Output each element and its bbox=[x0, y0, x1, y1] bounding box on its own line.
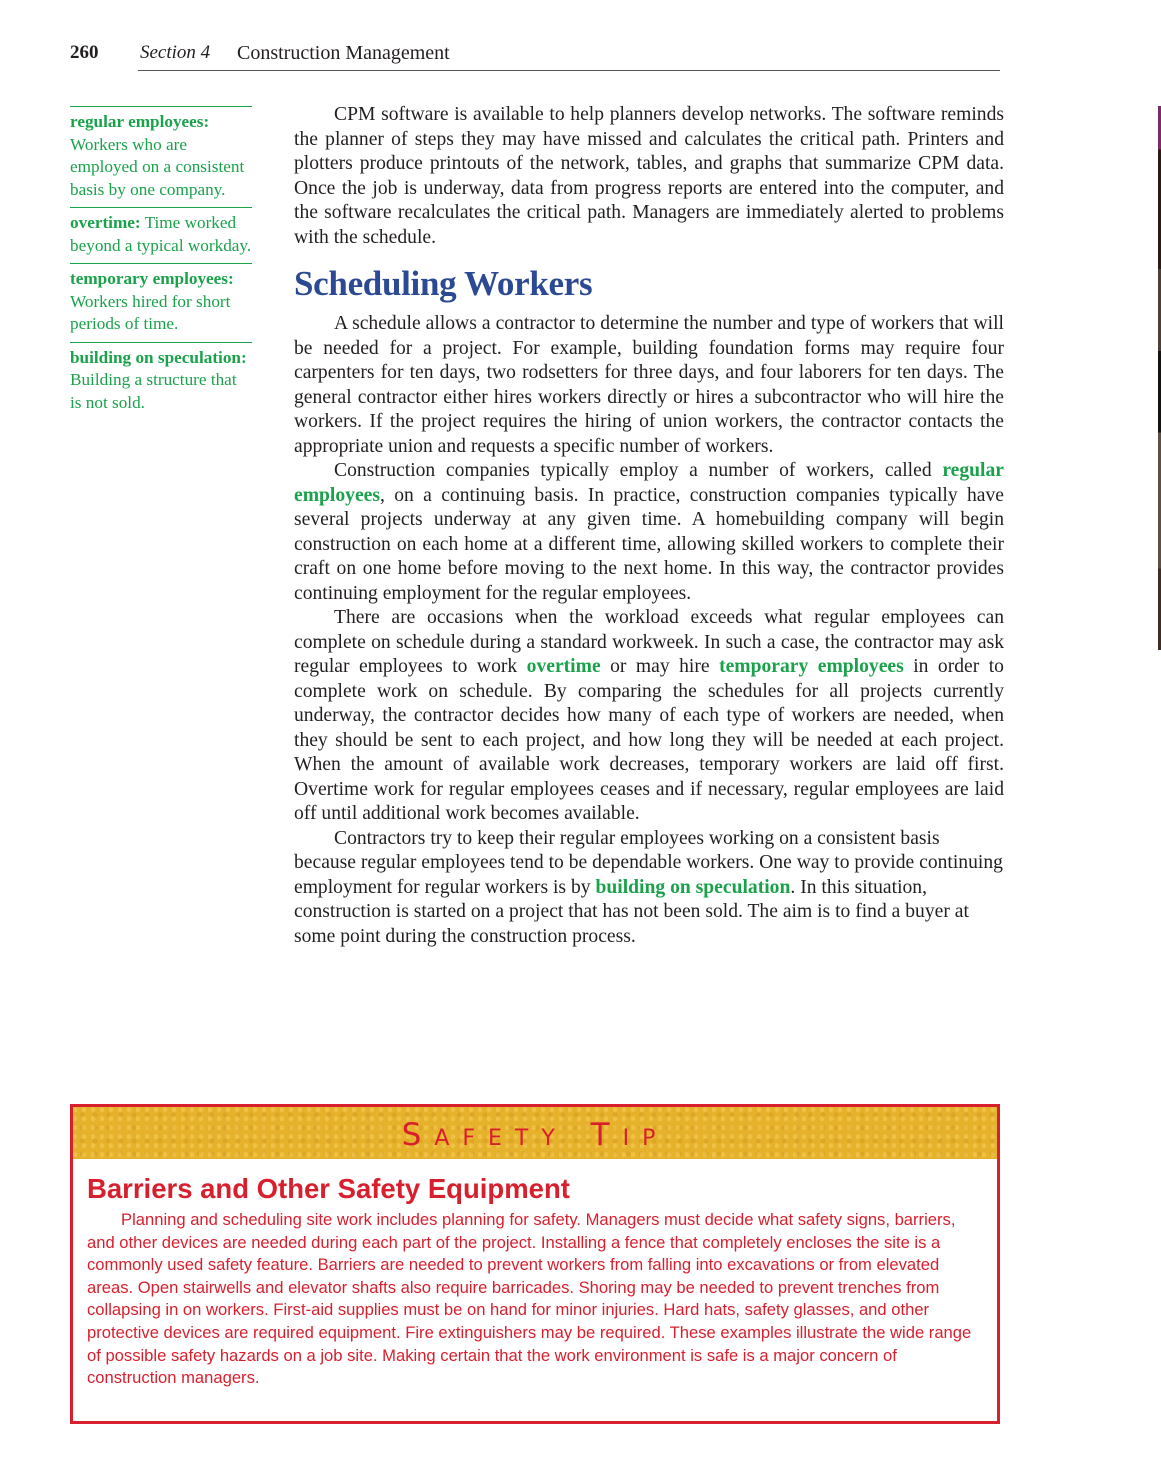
main-text-column bbox=[294, 103, 1004, 949]
safety-tip-box bbox=[70, 1104, 1000, 1424]
text-run: Construction companies typically employ a number of workers, called bbox=[334, 460, 943, 481]
running-head bbox=[70, 40, 1000, 72]
keyword-building-on-speculation: building on speculation bbox=[595, 876, 791, 898]
glossary-entry-overtime bbox=[70, 207, 252, 263]
paragraph-1: A schedule allows a contractor to determine the number and type of workers that will be needed for a project. For example, building foundation forms may require four carpenters for ten days, two rodsetters for three days, and four laborers for ten days. The general contractor either hires workers directly or hires a subcontractor who will hire the workers. If the project requires the hiring of union workers, the contractor contacts the appropriate union and requests a specific number of workers. bbox=[294, 313, 1004, 457]
safety-tip-text: Planning and scheduling site work includes planning for safety. Managers must decide what safety signs, barriers, and other devices are needed during each part of the project. Installing a fence that completely encloses the site is a commonly used safety feature. Barriers are needed to prevent workers from falling into excavations or from elevated areas. Open stairwells and elevator shafts also require barricades. Shoring may be needed to prevent trenches from collapsing in on workers. First-aid supplies must be on hand for minor injuries. Hard hats, safety glasses, and other protective devices are required equipment. Fire extinguishers may be required. These examples illustrate the wide range of possible safety hazards on a job site. Making certain that the work environment is safe is a major concern of construction managers. bbox=[87, 1210, 972, 1388]
glossary-entry-building-on-speculation bbox=[70, 342, 252, 421]
glossary-entry-regular-employees bbox=[70, 106, 252, 207]
glossary-term: temporary employees: bbox=[70, 269, 234, 288]
keyword-temporary-employees: temporary employees bbox=[719, 656, 904, 677]
keyword-overtime: overtime bbox=[526, 656, 601, 677]
section-heading: Scheduling Workers bbox=[294, 264, 593, 303]
text-run: in order to complete work on schedule. By comparing the schedules for all projects currently underway, the contractor decides how many of each type of workers are needed, when they should be sent to each project, and how long they will be needed at each project. When the amount of available work decreases, temporary workers are laid off first. Overtime work for regular employees ceases and if necessary, regular employees are laid off until additional work becomes available. bbox=[294, 656, 1004, 824]
text-run: Contractors try to keep their regular employees working on a consistent basis because regular employees tend to be dependable workers. One way to provide continuing employment for regular workers is by bbox=[294, 827, 1003, 898]
glossary-term: building on speculation: bbox=[70, 347, 247, 367]
text-run: . In this situation, construction is started on a project that has not been sold. The aim is to find a buyer at some point during the construction process. bbox=[294, 876, 969, 947]
text-run: or may hire bbox=[600, 656, 720, 677]
section-label: Section 4 bbox=[140, 42, 211, 63]
glossary-margin bbox=[70, 106, 252, 420]
page-number: 260 bbox=[70, 42, 99, 63]
text-run: There are occasions when the workload exceeds what regular employees can complete on schedule during a standard workweek. In such a case, the contractor may ask regular employees to work bbox=[294, 607, 1004, 677]
paragraph-2 bbox=[294, 459, 1004, 606]
glossary-term: overtime: bbox=[70, 213, 141, 232]
glossary-definition: Building a structure that is not sold. bbox=[70, 370, 237, 412]
glossary-definition: Workers hired for short periods of time. bbox=[70, 291, 231, 333]
keyword-regular-employees: regular employees bbox=[294, 460, 1004, 506]
section-title: Construction Management bbox=[237, 42, 450, 64]
glossary-definition: Time worked beyond a typical workday. bbox=[70, 213, 252, 255]
glossary-entry-temporary-employees bbox=[70, 263, 252, 342]
intro-paragraph: CPM software is available to help planners develop networks. The software reminds the planner of steps they may have missed and calculates the critical path. Printers and plotters produce printouts of the network, tables, and graphs that summarize CPM data. Once the job is underway, data from progress reports are entered into the computer, and the software recalculates the critical path. Managers are immediately alerted to problems with the schedule. bbox=[294, 104, 1004, 248]
safety-tip-heading: Barriers and Other Safety Equipment bbox=[87, 1173, 570, 1204]
paragraph-4 bbox=[294, 827, 1004, 950]
safety-tip-banner-title: Safety Tip bbox=[401, 1117, 669, 1153]
glossary-term: regular employees: bbox=[70, 112, 210, 131]
text-run: , on a continuing basis. In practice, construction companies typically have several projects underway at any given time. A homebuilding company will begin construction on each home at a different time, allowing skilled workers to complete their craft on one home before moving to the next home. In this way, the contractor provides continuing employment for the regular employees. bbox=[294, 484, 1004, 604]
paragraph-3 bbox=[294, 606, 1004, 827]
header-rule bbox=[138, 70, 1000, 71]
glossary-definition: Workers who are employed on a consistent basis by one company. bbox=[70, 134, 245, 199]
safety-tip-banner bbox=[73, 1107, 997, 1159]
